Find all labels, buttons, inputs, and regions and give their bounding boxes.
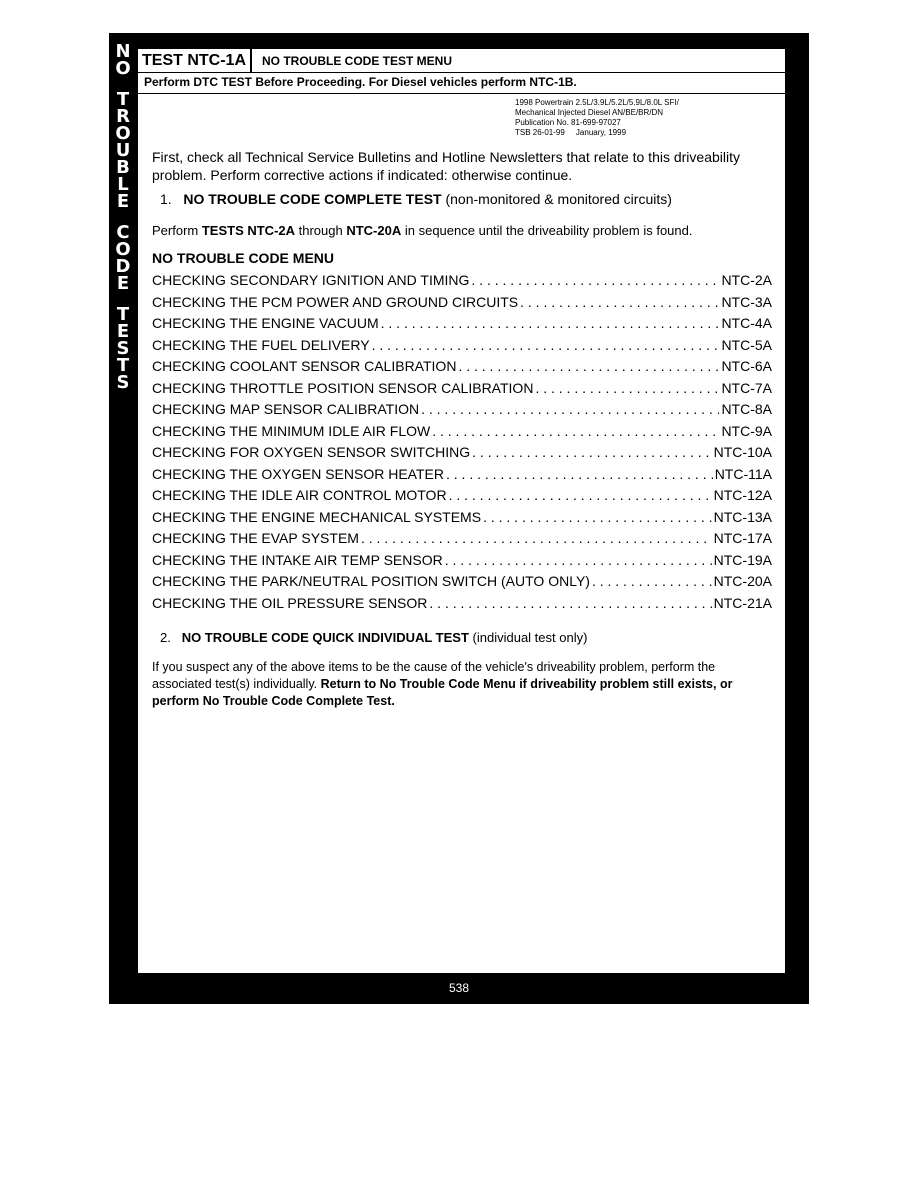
dot-leader — [432, 423, 719, 439]
side-tab-letter: T — [116, 89, 130, 110]
menu-item-label: CHECKING THE EVAP SYSTEM — [152, 530, 359, 546]
page-number: 538 — [448, 981, 470, 995]
menu-item-label: CHECKING THE FUEL DELIVERY — [152, 336, 370, 353]
side-tab-letter: R — [116, 106, 130, 127]
paragraph-emphasis: Return to No Trouble Code Menu if driveability problem still exists, or perform No Trouble Code Complete Test. — [152, 677, 733, 708]
menu-item — [152, 487, 772, 509]
side-tab-letter: E — [116, 273, 130, 294]
side-tab-letter: B — [116, 157, 130, 178]
menu-item-label: CHECKING THE MINIMUM IDLE AIR FLOW — [152, 422, 431, 439]
header-divider — [138, 93, 785, 94]
paragraph-text: If you suspect any of the above items to be the cause of the vehicle's driveability problem, perform the associated test(s) individually. — [152, 660, 716, 691]
menu-item-label: CHECKING THE ENGINE MECHANICAL SYSTEMS — [152, 508, 482, 525]
test-panel — [137, 48, 786, 975]
menu-item-code: NTC-6A — [721, 358, 772, 374]
section-number: 1. — [160, 191, 172, 207]
menu-item-code: NTC-8A — [721, 401, 772, 417]
dot-leader — [471, 272, 719, 288]
publication-line: 1998 Powertrain 2.5L/3.9L/5.2L/5.9L/8.0L SFI/ — [515, 98, 679, 107]
manual-page — [109, 33, 809, 1004]
menu-item-label: CHECKING SECONDARY IGNITION AND TIMING — [152, 272, 470, 288]
menu-item-label: CHECKING THROTTLE POSITION SENSOR CALIBRATION — [152, 379, 534, 396]
menu-item-code: NTC-11A — [714, 465, 772, 482]
publication-line: Mechanical Injected Diesel AN/BE/BR/DN — [515, 108, 664, 117]
menu-title: NO TROUBLE CODE MENU — [152, 250, 334, 266]
dot-leader — [472, 444, 712, 460]
menu-item — [152, 466, 772, 488]
menu-item-label: CHECKING THE OXYGEN SENSOR HEATER — [152, 465, 444, 482]
menu-item-label: CHECKING THE OIL PRESSURE SENSOR — [152, 594, 428, 611]
menu-item-code: NTC-4A — [721, 315, 772, 331]
menu-item-label: CHECKING THE ENGINE VACUUM — [152, 315, 379, 331]
side-tab-letter: L — [117, 174, 129, 195]
side-tab-letter: O — [115, 123, 131, 144]
section-note: (individual test only) — [472, 630, 588, 645]
dot-leader — [446, 466, 713, 482]
side-tab-letter: U — [115, 140, 131, 161]
side-tab-letter: S — [116, 372, 130, 393]
section-number: 2. — [160, 630, 171, 645]
dot-leader — [429, 595, 711, 611]
menu-item-label: CHECKING FOR OXYGEN SENSOR SWITCHING — [152, 444, 471, 460]
dot-leader — [520, 294, 719, 310]
menu-item-code: NTC-19A — [713, 551, 772, 568]
dot-leader — [449, 487, 712, 503]
menu-item-code: NTC-7A — [721, 379, 772, 396]
perform-instruction — [152, 223, 692, 238]
menu-item — [152, 573, 772, 595]
menu-item-label: CHECKING THE PCM POWER AND GROUND CIRCUITS — [152, 293, 519, 310]
dot-leader — [445, 552, 712, 568]
dot-leader — [483, 509, 712, 525]
dot-leader — [592, 573, 712, 589]
perform-suffix: in sequence until the driveability problem is found. — [401, 223, 693, 238]
perform-from-test: TESTS NTC-2A — [201, 223, 296, 238]
side-tab-letter: C — [116, 222, 130, 243]
menu-item — [152, 444, 772, 466]
menu-item-label: CHECKING THE PARK/NEUTRAL POSITION SWITCH (AUTO ONLY) — [152, 573, 590, 589]
section-2-heading — [160, 630, 587, 645]
menu-item-code: NTC-9A — [721, 422, 772, 439]
individual-test-paragraph — [152, 659, 778, 710]
menu-item-code: NTC-3A — [721, 293, 772, 310]
section-1-heading — [160, 191, 672, 207]
menu-item — [152, 401, 772, 423]
test-title: NO TROUBLE CODE TEST MENU — [262, 54, 453, 68]
menu-item-code: NTC-2A — [721, 272, 772, 288]
perform-to-test: NTC-20A — [346, 223, 402, 238]
dot-leader — [458, 358, 719, 374]
menu-item-code: NTC-21A — [713, 594, 772, 611]
dot-leader — [381, 315, 720, 331]
side-tab-letter: T — [116, 355, 130, 376]
menu-item — [152, 315, 772, 337]
side-tab-letter: O — [115, 239, 131, 260]
menu-item — [152, 595, 772, 617]
menu-item — [152, 380, 772, 402]
menu-item — [152, 337, 772, 359]
menu-item — [152, 423, 772, 445]
dot-leader — [535, 380, 719, 396]
menu-item — [152, 509, 772, 531]
intro-paragraph: First, check all Technical Service Bulletins and Hotline Newsletters that relate to this driveability problem. Perform corrective actions if indicated: otherwise continue. — [152, 149, 740, 183]
side-tab-letter: E — [116, 191, 130, 212]
dot-leader — [372, 337, 720, 353]
menu-item-code: NTC-12A — [713, 487, 772, 503]
section-note: (non-monitored & monitored circuits) — [445, 191, 672, 207]
publication-line: TSB 26-01-99 January, 1999 — [515, 128, 627, 137]
section-title: NO TROUBLE CODE COMPLETE TEST — [183, 191, 442, 207]
menu-item-label: CHECKING COOLANT SENSOR CALIBRATION — [152, 358, 457, 374]
footer-divider — [138, 973, 785, 974]
test-subtitle: Perform DTC TEST Before Proceeding. For Diesel vehicles perform NTC-1B. — [144, 75, 577, 89]
test-id: TEST NTC-1A — [138, 49, 252, 72]
publication-info — [515, 98, 679, 138]
menu-item-code: NTC-13A — [713, 508, 772, 525]
side-tab-letter: D — [115, 256, 131, 277]
menu-item-code: NTC-20A — [713, 573, 772, 589]
side-tab-letter: N — [115, 41, 131, 62]
side-tab-letter: S — [116, 338, 130, 359]
dot-leader — [361, 530, 712, 546]
side-tab-letter: T — [116, 304, 130, 325]
perform-middle: through — [295, 223, 347, 238]
menu-item — [152, 530, 772, 552]
test-menu-list — [152, 272, 772, 616]
side-tab-letter: E — [116, 321, 130, 342]
menu-item-code: NTC-5A — [721, 336, 772, 353]
menu-item-label: CHECKING THE IDLE AIR CONTROL MOTOR — [152, 487, 447, 503]
test-header — [138, 49, 785, 73]
menu-item — [152, 294, 772, 316]
menu-item — [152, 272, 772, 294]
perform-prefix: Perform — [152, 223, 202, 238]
menu-item-code: NTC-10A — [713, 444, 772, 460]
section-title: NO TROUBLE CODE QUICK INDIVIDUAL TEST — [181, 630, 469, 645]
publication-line: Publication No. 81-699-97027 — [515, 118, 621, 127]
menu-item-code: NTC-17A — [713, 530, 772, 546]
menu-item-label: CHECKING THE INTAKE AIR TEMP SENSOR — [152, 551, 443, 568]
side-tab-letter: O — [115, 58, 131, 79]
menu-item-label: CHECKING MAP SENSOR CALIBRATION — [152, 401, 420, 417]
menu-item — [152, 552, 772, 574]
dot-leader — [421, 401, 719, 417]
section-side-tab — [109, 43, 137, 391]
menu-item — [152, 358, 772, 380]
